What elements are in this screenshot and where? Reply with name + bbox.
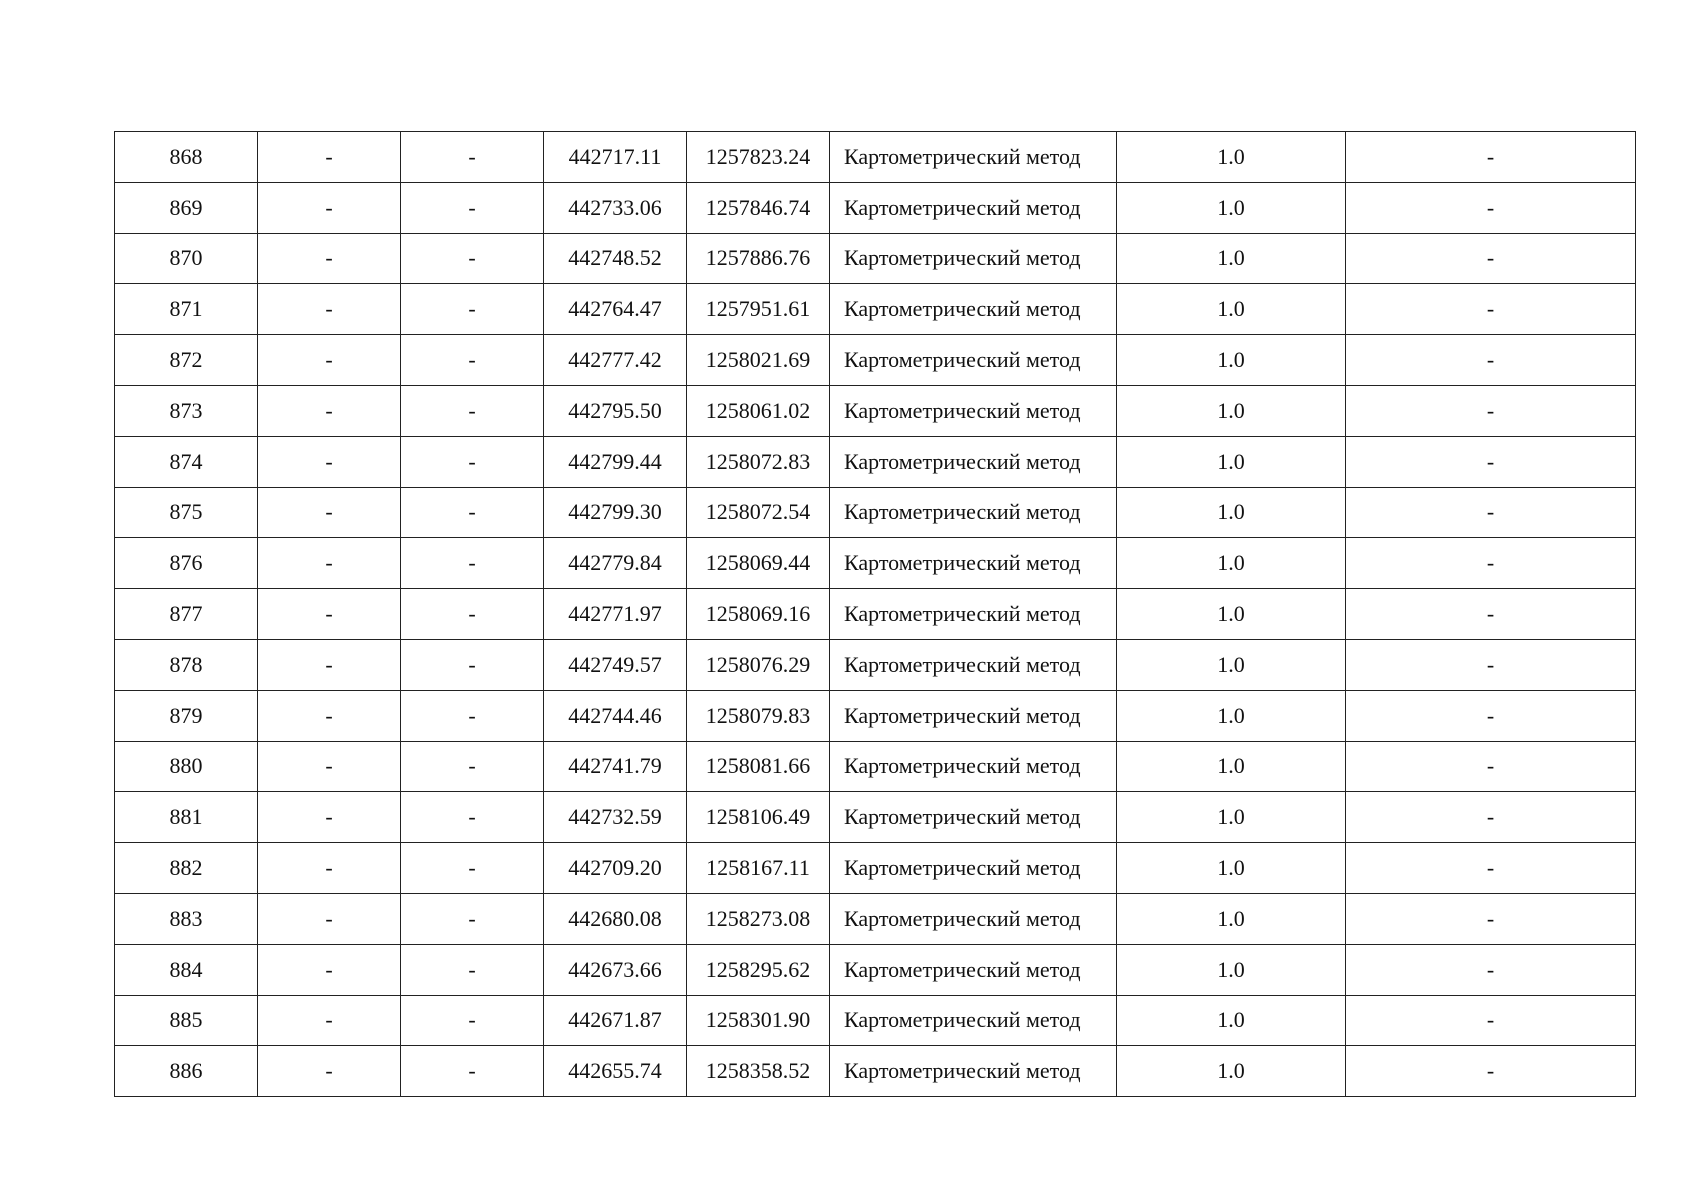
empty-dash-cell: - bbox=[401, 132, 544, 183]
x-coordinate-cell: 442748.52 bbox=[544, 233, 687, 284]
empty-dash-cell: - bbox=[1346, 741, 1636, 792]
y-coordinate-cell: 1258069.16 bbox=[687, 589, 830, 640]
empty-dash-cell: - bbox=[401, 538, 544, 589]
x-coordinate-cell: 442741.79 bbox=[544, 741, 687, 792]
empty-dash-cell: - bbox=[1346, 487, 1636, 538]
empty-dash-cell: - bbox=[1346, 182, 1636, 233]
precision-cell: 1.0 bbox=[1117, 487, 1346, 538]
y-coordinate-cell: 1258301.90 bbox=[687, 995, 830, 1046]
x-coordinate-cell: 442655.74 bbox=[544, 1046, 687, 1097]
method-cell: Картометрический метод bbox=[830, 233, 1117, 284]
empty-dash-cell: - bbox=[401, 589, 544, 640]
table-row bbox=[115, 385, 1636, 436]
y-coordinate-cell: 1258295.62 bbox=[687, 944, 830, 995]
y-coordinate-cell: 1258076.29 bbox=[687, 639, 830, 690]
point-number-cell: 882 bbox=[115, 843, 258, 894]
x-coordinate-cell: 442733.06 bbox=[544, 182, 687, 233]
x-coordinate-cell: 442777.42 bbox=[544, 335, 687, 386]
empty-dash-cell: - bbox=[258, 335, 401, 386]
y-coordinate-cell: 1258061.02 bbox=[687, 385, 830, 436]
empty-dash-cell: - bbox=[401, 182, 544, 233]
point-number-cell: 886 bbox=[115, 1046, 258, 1097]
y-coordinate-cell: 1258072.83 bbox=[687, 436, 830, 487]
empty-dash-cell: - bbox=[401, 843, 544, 894]
precision-cell: 1.0 bbox=[1117, 233, 1346, 284]
precision-cell: 1.0 bbox=[1117, 741, 1346, 792]
point-number-cell: 876 bbox=[115, 538, 258, 589]
y-coordinate-cell: 1258167.11 bbox=[687, 843, 830, 894]
table-row bbox=[115, 995, 1636, 1046]
empty-dash-cell: - bbox=[258, 1046, 401, 1097]
table-body bbox=[115, 132, 1636, 1097]
precision-cell: 1.0 bbox=[1117, 182, 1346, 233]
x-coordinate-cell: 442749.57 bbox=[544, 639, 687, 690]
empty-dash-cell: - bbox=[258, 589, 401, 640]
x-coordinate-cell: 442717.11 bbox=[544, 132, 687, 183]
empty-dash-cell: - bbox=[401, 792, 544, 843]
empty-dash-cell: - bbox=[401, 284, 544, 335]
empty-dash-cell: - bbox=[401, 944, 544, 995]
point-number-cell: 880 bbox=[115, 741, 258, 792]
y-coordinate-cell: 1257951.61 bbox=[687, 284, 830, 335]
precision-cell: 1.0 bbox=[1117, 792, 1346, 843]
method-cell: Картометрический метод bbox=[830, 335, 1117, 386]
empty-dash-cell: - bbox=[401, 741, 544, 792]
y-coordinate-cell: 1258081.66 bbox=[687, 741, 830, 792]
method-cell: Картометрический метод bbox=[830, 284, 1117, 335]
x-coordinate-cell: 442795.50 bbox=[544, 385, 687, 436]
empty-dash-cell: - bbox=[401, 639, 544, 690]
empty-dash-cell: - bbox=[401, 233, 544, 284]
table-row bbox=[115, 792, 1636, 843]
empty-dash-cell: - bbox=[1346, 639, 1636, 690]
precision-cell: 1.0 bbox=[1117, 690, 1346, 741]
table-row bbox=[115, 284, 1636, 335]
method-cell: Картометрический метод bbox=[830, 1046, 1117, 1097]
empty-dash-cell: - bbox=[258, 944, 401, 995]
empty-dash-cell: - bbox=[258, 436, 401, 487]
empty-dash-cell: - bbox=[1346, 944, 1636, 995]
x-coordinate-cell: 442744.46 bbox=[544, 690, 687, 741]
x-coordinate-cell: 442799.44 bbox=[544, 436, 687, 487]
empty-dash-cell: - bbox=[1346, 690, 1636, 741]
table-row bbox=[115, 436, 1636, 487]
table-row bbox=[115, 690, 1636, 741]
empty-dash-cell: - bbox=[1346, 589, 1636, 640]
method-cell: Картометрический метод bbox=[830, 589, 1117, 640]
precision-cell: 1.0 bbox=[1117, 335, 1346, 386]
method-cell: Картометрический метод bbox=[830, 690, 1117, 741]
empty-dash-cell: - bbox=[401, 1046, 544, 1097]
table-row bbox=[115, 741, 1636, 792]
point-number-cell: 885 bbox=[115, 995, 258, 1046]
x-coordinate-cell: 442779.84 bbox=[544, 538, 687, 589]
precision-cell: 1.0 bbox=[1117, 589, 1346, 640]
precision-cell: 1.0 bbox=[1117, 538, 1346, 589]
method-cell: Картометрический метод bbox=[830, 995, 1117, 1046]
table-row bbox=[115, 182, 1636, 233]
table-row bbox=[115, 335, 1636, 386]
empty-dash-cell: - bbox=[401, 436, 544, 487]
table-row bbox=[115, 639, 1636, 690]
y-coordinate-cell: 1257823.24 bbox=[687, 132, 830, 183]
point-number-cell: 878 bbox=[115, 639, 258, 690]
empty-dash-cell: - bbox=[258, 385, 401, 436]
method-cell: Картометрический метод bbox=[830, 843, 1117, 894]
table-row bbox=[115, 538, 1636, 589]
y-coordinate-cell: 1258273.08 bbox=[687, 893, 830, 944]
method-cell: Картометрический метод bbox=[830, 385, 1117, 436]
point-number-cell: 877 bbox=[115, 589, 258, 640]
empty-dash-cell: - bbox=[401, 487, 544, 538]
precision-cell: 1.0 bbox=[1117, 639, 1346, 690]
precision-cell: 1.0 bbox=[1117, 944, 1346, 995]
point-number-cell: 869 bbox=[115, 182, 258, 233]
empty-dash-cell: - bbox=[1346, 995, 1636, 1046]
empty-dash-cell: - bbox=[258, 182, 401, 233]
point-number-cell: 881 bbox=[115, 792, 258, 843]
x-coordinate-cell: 442799.30 bbox=[544, 487, 687, 538]
empty-dash-cell: - bbox=[401, 690, 544, 741]
point-number-cell: 872 bbox=[115, 335, 258, 386]
precision-cell: 1.0 bbox=[1117, 995, 1346, 1046]
empty-dash-cell: - bbox=[1346, 436, 1636, 487]
table-row bbox=[115, 1046, 1636, 1097]
method-cell: Картометрический метод bbox=[830, 944, 1117, 995]
x-coordinate-cell: 442771.97 bbox=[544, 589, 687, 640]
table-row bbox=[115, 132, 1636, 183]
precision-cell: 1.0 bbox=[1117, 1046, 1346, 1097]
point-number-cell: 873 bbox=[115, 385, 258, 436]
x-coordinate-cell: 442671.87 bbox=[544, 995, 687, 1046]
precision-cell: 1.0 bbox=[1117, 843, 1346, 894]
method-cell: Картометрический метод bbox=[830, 741, 1117, 792]
method-cell: Картометрический метод bbox=[830, 182, 1117, 233]
empty-dash-cell: - bbox=[258, 690, 401, 741]
empty-dash-cell: - bbox=[258, 843, 401, 894]
table-row bbox=[115, 944, 1636, 995]
precision-cell: 1.0 bbox=[1117, 893, 1346, 944]
precision-cell: 1.0 bbox=[1117, 132, 1346, 183]
empty-dash-cell: - bbox=[1346, 132, 1636, 183]
point-number-cell: 868 bbox=[115, 132, 258, 183]
empty-dash-cell: - bbox=[401, 893, 544, 944]
precision-cell: 1.0 bbox=[1117, 385, 1346, 436]
empty-dash-cell: - bbox=[401, 385, 544, 436]
empty-dash-cell: - bbox=[401, 995, 544, 1046]
empty-dash-cell: - bbox=[1346, 385, 1636, 436]
point-number-cell: 874 bbox=[115, 436, 258, 487]
empty-dash-cell: - bbox=[258, 893, 401, 944]
table-row bbox=[115, 233, 1636, 284]
point-number-cell: 884 bbox=[115, 944, 258, 995]
method-cell: Картометрический метод bbox=[830, 487, 1117, 538]
y-coordinate-cell: 1258069.44 bbox=[687, 538, 830, 589]
y-coordinate-cell: 1257846.74 bbox=[687, 182, 830, 233]
empty-dash-cell: - bbox=[1346, 335, 1636, 386]
method-cell: Картометрический метод bbox=[830, 436, 1117, 487]
empty-dash-cell: - bbox=[258, 741, 401, 792]
x-coordinate-cell: 442764.47 bbox=[544, 284, 687, 335]
empty-dash-cell: - bbox=[258, 639, 401, 690]
empty-dash-cell: - bbox=[258, 487, 401, 538]
empty-dash-cell: - bbox=[1346, 233, 1636, 284]
y-coordinate-cell: 1258079.83 bbox=[687, 690, 830, 741]
y-coordinate-cell: 1257886.76 bbox=[687, 233, 830, 284]
y-coordinate-cell: 1258072.54 bbox=[687, 487, 830, 538]
point-number-cell: 871 bbox=[115, 284, 258, 335]
x-coordinate-cell: 442732.59 bbox=[544, 792, 687, 843]
empty-dash-cell: - bbox=[258, 995, 401, 1046]
table-row bbox=[115, 487, 1636, 538]
empty-dash-cell: - bbox=[1346, 284, 1636, 335]
table-row bbox=[115, 589, 1636, 640]
precision-cell: 1.0 bbox=[1117, 436, 1346, 487]
point-number-cell: 879 bbox=[115, 690, 258, 741]
x-coordinate-cell: 442680.08 bbox=[544, 893, 687, 944]
empty-dash-cell: - bbox=[258, 538, 401, 589]
method-cell: Картометрический метод bbox=[830, 538, 1117, 589]
empty-dash-cell: - bbox=[1346, 843, 1636, 894]
point-number-cell: 870 bbox=[115, 233, 258, 284]
precision-cell: 1.0 bbox=[1117, 284, 1346, 335]
coordinates-table bbox=[114, 131, 1636, 1097]
y-coordinate-cell: 1258021.69 bbox=[687, 335, 830, 386]
x-coordinate-cell: 442673.66 bbox=[544, 944, 687, 995]
empty-dash-cell: - bbox=[1346, 792, 1636, 843]
empty-dash-cell: - bbox=[1346, 1046, 1636, 1097]
table-row bbox=[115, 843, 1636, 894]
table-row bbox=[115, 893, 1636, 944]
x-coordinate-cell: 442709.20 bbox=[544, 843, 687, 894]
empty-dash-cell: - bbox=[401, 335, 544, 386]
empty-dash-cell: - bbox=[258, 284, 401, 335]
empty-dash-cell: - bbox=[1346, 538, 1636, 589]
y-coordinate-cell: 1258106.49 bbox=[687, 792, 830, 843]
empty-dash-cell: - bbox=[258, 792, 401, 843]
method-cell: Картометрический метод bbox=[830, 132, 1117, 183]
empty-dash-cell: - bbox=[258, 132, 401, 183]
method-cell: Картометрический метод bbox=[830, 792, 1117, 843]
method-cell: Картометрический метод bbox=[830, 639, 1117, 690]
method-cell: Картометрический метод bbox=[830, 893, 1117, 944]
point-number-cell: 883 bbox=[115, 893, 258, 944]
point-number-cell: 875 bbox=[115, 487, 258, 538]
y-coordinate-cell: 1258358.52 bbox=[687, 1046, 830, 1097]
empty-dash-cell: - bbox=[1346, 893, 1636, 944]
empty-dash-cell: - bbox=[258, 233, 401, 284]
